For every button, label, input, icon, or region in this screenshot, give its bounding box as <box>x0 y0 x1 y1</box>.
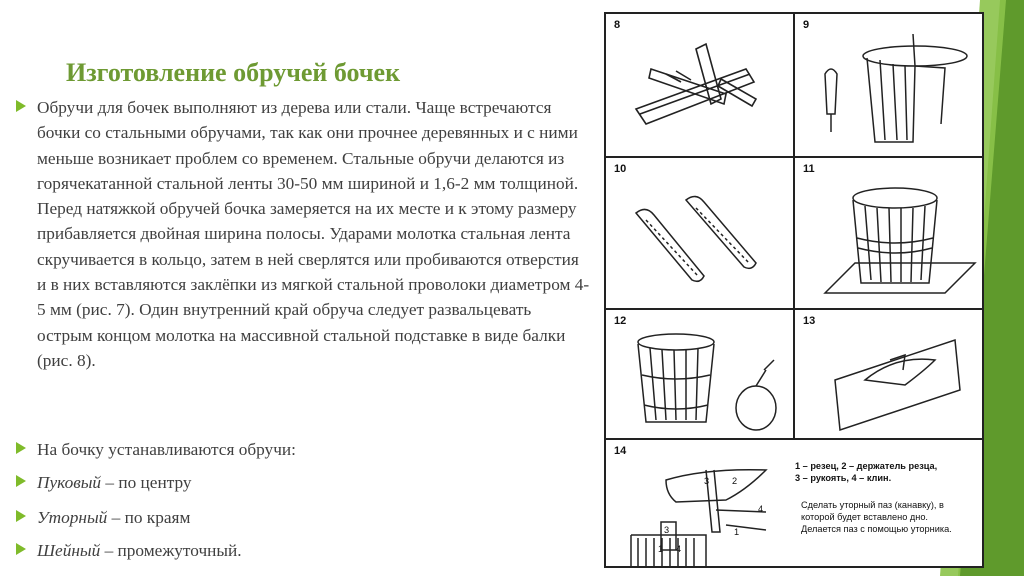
figure-number: 12 <box>614 315 627 327</box>
bullet-triangle-icon <box>16 510 26 522</box>
note-line: которой будет вставлено дно. <box>801 512 928 522</box>
figure-number: 8 <box>614 19 621 31</box>
note-line: Делается паз с помощью уторника. <box>801 524 952 534</box>
part-label: 4 <box>676 544 682 554</box>
hammer-on-beam-illustration <box>606 14 795 158</box>
figure-number: 10 <box>614 163 627 175</box>
hoop-name: Пуковый <box>37 473 102 492</box>
bullet-triangle-icon <box>16 543 26 555</box>
tool-on-plank-illustration <box>795 310 984 440</box>
figure-13 <box>794 309 983 439</box>
legend-line: 3 – рукоять, 4 – клин. <box>795 473 892 483</box>
barrel-with-stave-illustration <box>606 310 795 440</box>
wooden-hoops-illustration <box>606 158 795 310</box>
figure-12 <box>605 309 794 439</box>
bullet-hoop-center <box>16 470 591 495</box>
hoop-name: Шейный <box>37 541 101 560</box>
barrel-on-board-illustration <box>795 158 984 310</box>
hoops-intro-text: На бочку устанавливаются обручи: <box>37 440 296 459</box>
slide-title: Изготовление обручей бочек <box>66 58 401 87</box>
part-label: 1 <box>734 527 740 537</box>
hoop-desc: – промежуточный. <box>100 541 242 560</box>
figure-number: 9 <box>803 19 810 31</box>
hoop-desc: – по центру <box>101 473 192 492</box>
bullet-hoops-intro <box>16 437 591 462</box>
paragraph-text: Обручи для бочек выполняют из дерева или стали. Чаще встречаются бочки со стальными обручами, так как они прочнее деревянных и с ними меньше возникает проблем со временем. Стальные обручи делаются из горячекатанной стальной ленты 30-50 мм шириной и 1,6-2 мм толщиной. Перед натяжкой обручей бочка замеряется на их месте и к этому размеру прибавляется двойная ширина полосы. Ударами молотка стальная лента скручивается в кольцо, затем в ней сверлятся или пробиваются отверстия и в них вставляются заклёпки из мягкой стальной проволоки диаметром 4-5 мм (рис. 7). Один внутренний край обруча следует развальцевать острым концом молотка на массивной стальной подставке в виде балки (рис. 8). <box>37 98 590 370</box>
figure-10 <box>605 157 794 309</box>
note-line: Сделать уторный паз (канавку), в <box>801 500 944 510</box>
figure-8 <box>605 13 794 157</box>
bullet-paragraph <box>16 95 591 373</box>
part-label: 3 <box>664 525 670 535</box>
hoop-desc: – по краям <box>107 508 191 527</box>
figure-14 <box>605 439 983 567</box>
bullet-triangle-icon <box>16 475 26 487</box>
figure-number: 13 <box>803 315 816 327</box>
bullet-hoop-middle <box>16 538 591 563</box>
bullet-triangle-icon <box>16 100 26 112</box>
hoop-on-barrel-illustration <box>795 14 984 158</box>
part-label: 1 <box>658 544 664 554</box>
bullet-hoop-edges <box>16 505 591 530</box>
figure-9 <box>794 13 983 157</box>
part-label: 3 <box>704 476 710 486</box>
part-label: 4 <box>758 504 764 514</box>
figure-number: 11 <box>803 163 815 175</box>
figure-number: 14 <box>614 445 627 457</box>
figure-11 <box>794 157 983 309</box>
bullet-triangle-icon <box>16 442 26 454</box>
figures-panel <box>604 12 984 568</box>
hoop-name: Уторный <box>37 508 108 527</box>
legend-line: 1 – резец, 2 – держатель резца, <box>795 461 938 471</box>
part-label: 2 <box>732 476 738 486</box>
